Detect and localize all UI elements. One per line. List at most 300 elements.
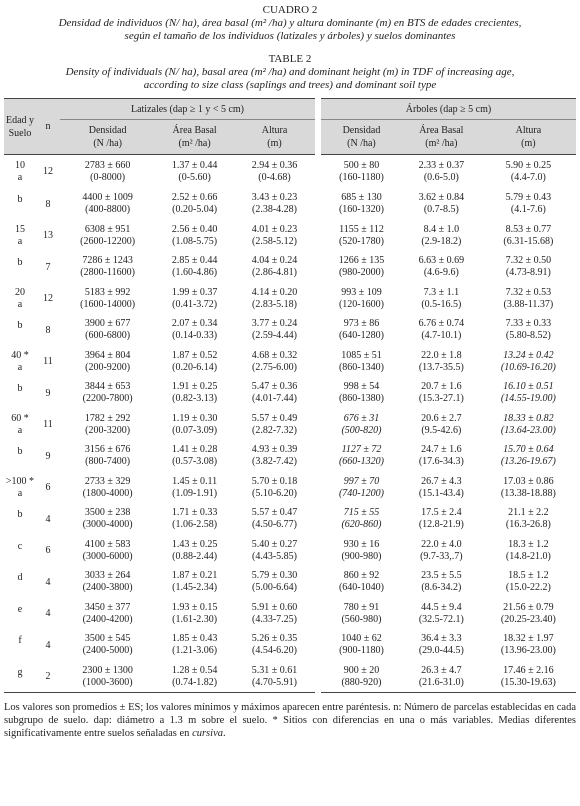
cell-range: (2.59-4.44) [252,330,297,342]
row-label [4,189,36,221]
row-soil: b [17,320,23,332]
cell-range: (5.80-8.52) [505,330,551,342]
cell-mean: 1040 ± 62 [341,633,382,645]
table-cell [60,504,155,536]
cell-range: (0.07-3.09) [172,424,218,436]
row-soil: a [17,298,23,310]
cell-range: (600-6800) [85,330,131,342]
cell-mean: 2300 ± 1300 [82,664,133,676]
row-label [4,283,36,315]
cell-range: (13.96-23.00) [500,645,556,657]
table-cell [60,189,155,221]
table-cell [60,472,155,504]
cell-mean: 6.63 ± 0.69 [418,255,465,267]
cell-mean: 7.32 ± 0.53 [505,286,552,298]
cell-mean: 1266 ± 135 [338,255,385,267]
cell-mean: 22.0 ± 4.0 [421,538,462,550]
row-n: 9 [45,387,51,399]
cell-mean: 1.91 ± 0.25 [171,381,218,393]
row-n: 4 [45,639,51,651]
cell-range: (6.31-15.68) [503,235,554,247]
cell-range: (640-1280) [338,330,384,342]
header-group-arboles: Árboles (dap ≥ 5 cm) [318,99,576,120]
header-altura-arboles [481,120,576,155]
footnote-emphasis: cursiva [192,728,223,739]
cell-mean: 1.43 ± 0.25 [171,538,218,550]
cell-range: (0.5-16.5) [421,298,462,310]
table-cell [60,155,155,189]
cell-range: (13.64-23.00) [500,424,556,436]
cell-mean: 2783 ± 660 [84,159,131,171]
cell-mean: 5.31 ± 0.61 [251,664,298,676]
cell-range: (520-1780) [338,235,384,247]
table-cell [60,315,155,347]
cell-mean: 20.7 ± 1.6 [421,381,462,393]
cell-mean: 7.33 ± 0.33 [505,318,552,330]
cell-range: (4.33-7.25) [252,613,297,625]
cell-range: (14.8-21.0) [505,550,551,562]
header-altura-label: Altura [261,125,288,136]
cell-range: (3.82-7.42) [252,456,297,468]
cell-range: (0.7-8.5) [423,204,459,216]
row-n: 13 [43,230,53,242]
cell-range: (0.57-3.08) [172,456,218,468]
cell-mean: 4.01 ± 0.23 [251,223,298,235]
cell-mean: 685 ± 130 [341,192,382,204]
cell-mean: 2.94 ± 0.36 [251,159,298,171]
row-label [4,472,36,504]
row-soil: a [17,235,23,247]
row-n: 7 [45,261,51,273]
row-n: 12 [43,166,53,178]
row-soil: b [17,194,23,206]
cell-mean: 3.62 ± 0.84 [418,192,465,204]
table-header [4,99,576,155]
row-age: >100 * [5,475,35,487]
table-cell [318,441,402,473]
table-cell [60,283,155,315]
cell-range: (17.6-34.3) [418,456,464,468]
cell-mean: 44.5 ± 9.4 [421,601,462,613]
cell-range: (2.58-5.12) [252,235,297,247]
cell-range: (13.26-19.67) [500,456,556,468]
table-cell [60,661,155,693]
cell-range: (0.20-6.14) [172,361,218,373]
cell-mean: 4.68 ± 0.32 [251,349,298,361]
cell-mean: 1.19 ± 0.30 [171,412,218,424]
table-cell [481,315,576,347]
cell-mean: 5.90 ± 0.25 [505,159,552,171]
data-table [4,98,576,693]
header-group-latizales: Latizales (dap ≥ 1 y < 5 cm) [60,99,318,120]
table-title-en-line1: Density of individuals (N/ ha), basal area (m² /ha) and dominant height (m) in TDF of increasing age, [65,66,515,78]
row-soil: e [17,603,23,615]
table-label-en: TABLE 2 [268,53,312,65]
cell-range: (15.0-22.2) [505,582,551,594]
cell-range: (4.01-7.44) [252,393,297,405]
cell-mean: 1.45 ± 0.11 [172,475,218,487]
table-cell [234,155,318,189]
cell-range: (0.74-1.82) [172,676,218,688]
header-altura-unit: (m) [521,138,536,149]
cell-mean: 13.24 ± 0.42 [503,349,554,361]
table-cell [155,409,234,441]
table-cell [155,630,234,662]
row-n: 9 [45,450,51,462]
header-n: n [36,99,60,155]
cell-range: (620-860) [341,519,382,531]
row-label [4,409,36,441]
table-row [4,630,576,662]
cell-range: (9.7-33,.7) [420,550,463,562]
row-age: 15 [15,223,25,235]
cell-range: (1.21-3.06) [172,645,218,657]
cell-range: (13.38-18.88) [500,487,556,499]
table-cell [234,346,318,378]
row-n: 6 [45,482,51,494]
cell-range: (4.1-7.6) [510,204,546,216]
cell-range: (880-920) [341,676,382,688]
cell-mean: 3156 ± 676 [84,444,131,456]
header-densidad-latizales [60,120,155,155]
cell-mean: 4100 ± 583 [84,538,131,550]
cell-range: (2400-3800) [82,582,133,594]
cell-range: (900-1180) [339,645,384,657]
table-row [4,189,576,221]
row-label [4,441,36,473]
table-cell [155,315,234,347]
cell-mean: 18.3 ± 1.2 [508,538,549,550]
header-area-label: Área Basal [419,125,464,136]
table-cell [234,598,318,630]
cell-mean: 973 ± 86 [343,318,380,330]
row-soil: a [17,171,23,183]
table-cell [318,252,402,284]
table-cell [234,378,318,410]
cell-mean: 2.52 ± 0.66 [171,192,218,204]
cell-mean: 1.41 ± 0.28 [171,444,218,456]
row-label [4,661,36,693]
header-altura-latizales [234,120,318,155]
cell-mean: 1.87 ± 0.21 [171,570,218,582]
cell-range: (0-8000) [90,171,126,183]
header-area-latizales [155,120,234,155]
cell-range: (900-980) [341,550,382,562]
table-cell [481,189,576,221]
cell-mean: 1.93 ± 0.15 [171,601,218,613]
cell-mean: 3900 ± 677 [84,318,131,330]
table-cell [318,155,402,189]
cell-range: (2400-5000) [82,645,133,657]
cell-mean: 18.33 ± 0.82 [503,412,554,424]
cell-range: (5.00-6.64) [252,582,297,594]
table-cell [318,661,402,693]
row-soil: b [17,257,23,269]
table-cell [402,346,481,378]
table-cell [60,441,155,473]
table-cell [481,252,576,284]
table-cell [234,661,318,693]
table-cell [318,220,402,252]
row-n: 4 [45,608,51,620]
table-row [4,535,576,567]
table-cell [402,409,481,441]
table-cell [481,283,576,315]
cell-range: (200-9200) [85,361,131,373]
cell-mean: 4.04 ± 0.24 [251,255,298,267]
cell-range: (13.7-35.5) [418,361,464,373]
table-cell [60,378,155,410]
row-age: 60 * [11,412,29,424]
row-soil: g [17,666,23,678]
cell-mean: 997 ± 70 [343,475,380,487]
cell-mean: 7286 ± 1243 [82,255,133,267]
table-cell [60,567,155,599]
cell-range: (2.9-18.2) [421,235,462,247]
table-row [4,155,576,189]
cell-range: (0-5.60) [178,171,211,183]
table-row [4,567,576,599]
row-label [4,252,36,284]
cell-range: (1.09-1.91) [172,487,218,499]
table-cell [234,189,318,221]
table-cell [155,346,234,378]
cell-mean: 3033 ± 264 [84,570,131,582]
header-densidad-label: Densidad [88,125,127,136]
cell-mean: 2.56 ± 0.40 [171,223,218,235]
cell-mean: 7.32 ± 0.50 [505,255,552,267]
table-cell [60,598,155,630]
cell-range: (120-1600) [338,298,384,310]
cell-mean: 8.4 ± 1.0 [423,223,460,235]
table-cell [318,409,402,441]
cell-mean: 5.47 ± 0.36 [251,381,298,393]
cell-mean: 26.7 ± 4.3 [421,475,462,487]
row-soil: c [17,540,23,552]
table-cell [481,504,576,536]
cell-range: (1.61-2.30) [172,613,218,625]
table-cell [234,220,318,252]
title-block-es [0,4,580,43]
cell-mean: 24.7 ± 1.6 [421,444,462,456]
table-cell [481,409,576,441]
cell-range: (5.10-6.20) [252,487,297,499]
cell-mean: 6308 ± 951 [84,223,131,235]
header-area-unit: (m² /ha) [425,138,458,149]
table-cell [234,441,318,473]
cell-mean: 1782 ± 292 [84,412,131,424]
table-cell [234,472,318,504]
table-cell [155,189,234,221]
cell-mean: 2733 ± 329 [84,475,131,487]
header-densidad-arboles [318,120,402,155]
table-cell [155,155,234,189]
table-title-es-line1: Densidad de individuos (N/ ha), área basal (m² /ha) y altura dominante (m) en BTS de edades crecientes, [58,17,522,29]
header-edad-suelo: Edad y Suelo [4,99,36,155]
row-label [4,535,36,567]
cell-range: (1.06-2.58) [172,519,218,531]
table-cell [60,535,155,567]
cell-mean: 17.5 ± 2.4 [421,507,462,519]
cell-mean: 3500 ± 238 [84,507,131,519]
cell-range: (4.7-10.1) [421,330,462,342]
cell-range: (4.43-5.85) [252,550,297,562]
table-cell [318,315,402,347]
footnote-end: . [222,728,226,739]
table-cell [402,472,481,504]
cell-range: (1.60-4.86) [172,267,218,279]
table-cell [234,504,318,536]
row-age: 40 * [11,349,29,361]
row-soil: a [17,361,23,373]
cell-mean: 3500 ± 545 [84,633,131,645]
table-cell [318,283,402,315]
row-label [4,630,36,662]
table-cell [60,630,155,662]
cell-mean: 998 ± 54 [343,381,380,393]
table-cell [318,598,402,630]
header-densidad-unit: (N /ha) [347,138,376,149]
row-label [4,315,36,347]
cell-mean: 6.76 ± 0.74 [418,318,465,330]
cell-mean: 4400 ± 1009 [82,192,133,204]
cell-range: (4.54-6.20) [252,645,297,657]
table-cell [481,567,576,599]
cell-mean: 21.56 ± 0.79 [503,601,554,613]
cell-range: (2800-11600) [80,267,135,279]
cell-mean: 4.93 ± 0.39 [251,444,298,456]
cell-mean: 1.87 ± 0.52 [171,349,218,361]
cell-range: (740-1200) [338,487,384,499]
cell-mean: 1127 ± 72 [341,444,382,456]
table-cell [155,535,234,567]
cell-mean: 3450 ± 377 [84,601,131,613]
table-cell [234,283,318,315]
cell-mean: 3.43 ± 0.23 [251,192,298,204]
cell-mean: 1.71 ± 0.33 [171,507,218,519]
table-row [4,504,576,536]
cell-mean: 15.70 ± 0.64 [503,444,554,456]
cell-range: (3.88-11.37) [503,298,554,310]
cell-mean: 26.3 ± 4.7 [421,664,462,676]
row-soil: a [17,424,23,436]
header-altura-unit: (m) [267,138,282,149]
table-row [4,346,576,378]
cell-mean: 5.79 ± 0.43 [505,192,552,204]
cell-mean: 676 ± 31 [343,412,380,424]
cell-range: (1800-4000) [82,487,133,499]
table-cell [402,378,481,410]
cell-range: (980-2000) [338,267,384,279]
row-n: 11 [43,419,53,431]
cell-range: (2.38-4.28) [252,204,297,216]
cell-range: (0.82-3.13) [172,393,218,405]
cell-mean: 3.77 ± 0.24 [251,318,298,330]
table-row [4,409,576,441]
table-label-es: CUADRO 2 [262,4,318,16]
row-n: 4 [45,576,51,588]
cell-mean: 18.5 ± 1.2 [508,570,549,582]
cell-range: (2200-7800) [82,393,133,405]
cell-range: (4.73-8.91) [505,267,551,279]
cell-mean: 5.91 ± 0.60 [251,601,298,613]
cell-range: (160-1180) [339,171,384,183]
cell-range: (1600-14000) [80,298,136,310]
cell-mean: 18.32 ± 1.97 [503,633,554,645]
cell-mean: 1.99 ± 0.37 [171,286,218,298]
cell-mean: 5.40 ± 0.27 [251,538,298,550]
table-cell [481,441,576,473]
row-label [4,504,36,536]
header-densidad-label: Densidad [342,125,381,136]
cell-mean: 2.07 ± 0.34 [171,318,218,330]
cell-mean: 23.5 ± 5.5 [421,570,462,582]
cell-mean: 860 ± 92 [343,570,380,582]
table-cell [318,346,402,378]
cell-range: (20.25-23.40) [500,613,556,625]
cell-mean: 5.26 ± 0.35 [251,633,298,645]
cell-range: (1000-3600) [82,676,133,688]
table-cell [234,567,318,599]
table-cell [155,283,234,315]
row-n: 12 [43,293,53,305]
row-n: 11 [43,356,53,368]
cell-range: (2.86-4.81) [252,267,297,279]
table-cell [155,378,234,410]
row-n: 6 [45,545,51,557]
cell-range: (4.4-7.0) [510,171,546,183]
table-cell [234,315,318,347]
table-row [4,252,576,284]
table-cell [60,409,155,441]
cell-mean: 22.0 ± 1.8 [421,349,462,361]
row-soil: b [17,509,23,521]
cell-range: (0.88-2.44) [172,550,218,562]
cell-mean: 16.10 ± 0.51 [503,381,554,393]
cell-mean: 715 ± 55 [343,507,380,519]
table-cell [155,661,234,693]
cell-range: (29.0-44.5) [418,645,464,657]
header-area-unit: (m² /ha) [178,138,211,149]
table-cell [481,661,576,693]
cell-range: (4.6-9.6) [423,267,459,279]
cell-mean: 5183 ± 992 [84,286,131,298]
table-body [4,155,576,693]
table-cell [155,252,234,284]
cell-mean: 5.57 ± 0.49 [251,412,298,424]
footnote-text: Los valores son promedios ± ES; los valores mínimos y máximos aparecen entre paréntesis. n: Número de parcelas establecidas en cada subgrupo de suelo. dap: diámetro a 1.3 m sobre el suelo. * Sitios con diferencias en una o más variables. Medias diferentes significativamente entre suelos señaladas en [4,702,576,739]
cell-mean: 4.14 ± 0.20 [251,286,298,298]
table-cell [402,567,481,599]
table-cell [318,504,402,536]
row-soil: b [17,446,23,458]
table-cell [234,252,318,284]
table-cell [481,155,576,189]
table-cell [481,472,576,504]
cell-mean: 780 ± 91 [343,601,380,613]
cell-range: (3000-6000) [82,550,133,562]
table-row [4,661,576,693]
row-age: 10 [15,159,25,171]
cell-range: (9.5-42.6) [421,424,462,436]
row-n: 4 [45,513,51,525]
cell-range: (2.83-5.18) [252,298,297,310]
cell-mean: 1.85 ± 0.43 [171,633,218,645]
cell-mean: 17.03 ± 0.86 [503,475,554,487]
row-age: 20 [15,286,25,298]
cell-mean: 1155 ± 112 [339,223,384,235]
footnote [4,701,576,740]
